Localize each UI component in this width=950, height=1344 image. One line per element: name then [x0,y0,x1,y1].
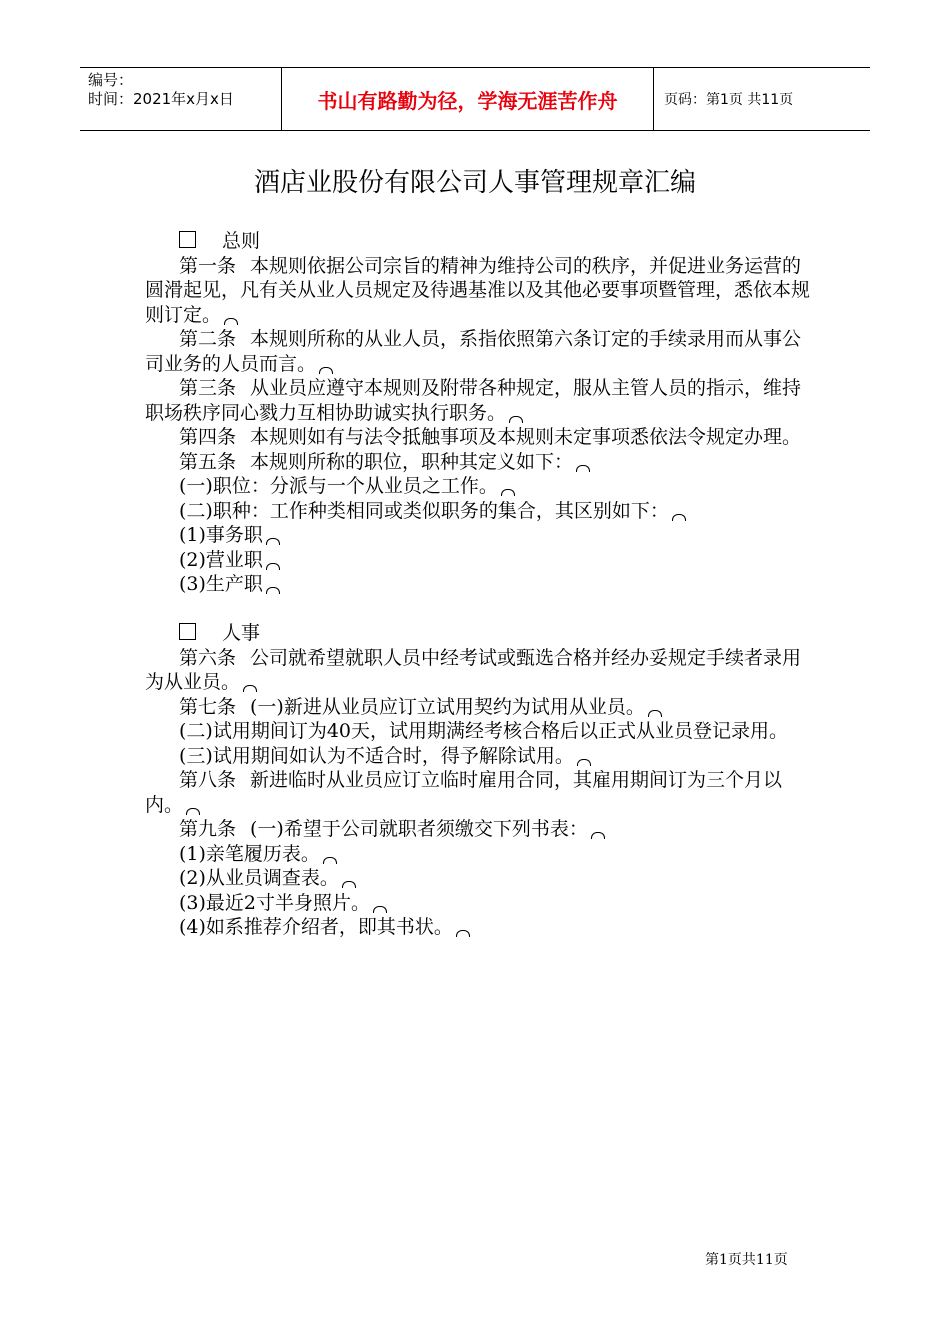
article-7-item-3: (三)试用期间如认为不适合时，得予解除试用。 [145,744,810,769]
paragraph-mark-icon [672,514,686,521]
article-5-item-1: (一)职位：分派与一个从业员之工作。 [145,474,810,499]
paragraph-mark-icon [319,367,333,374]
article-1: 第一条 本规则依据公司宗旨的精神为维持公司的秩序，并促进业务运营的圆滑起见，凡有关从业人员规定及待遇基准以及其他必要事项暨管理，悉依本规则订定。 [145,254,811,326]
paragraph-mark-icon [323,857,337,864]
paragraph-mark-icon [224,318,238,325]
paragraph-mark-icon [577,759,591,766]
paragraph-mark-icon [509,416,523,423]
paragraph-mark-icon [456,930,470,937]
paragraph-mark-icon [243,685,257,692]
paragraph-mark-icon [576,465,590,472]
article-9-sub-1: (1)亲笔履历表。 [145,842,810,867]
page-header [80,67,870,131]
paragraph-mark-icon [648,710,662,717]
article-4: 第四条 本规则如有与法令抵触事项及本规则未定事项悉依法令规定办理。 [179,426,802,448]
motto-text: 书山有路勤为径，学海无涯苦作舟 [317,88,618,113]
page-info-text: 页码：第1页 共11页 [664,92,794,108]
paragraph-mark-icon [342,881,356,888]
paragraph-mark-icon [501,489,515,496]
document-body [145,229,810,940]
section-gap [145,597,810,622]
article-9-sub-3: (3)最近2寸半身照片。 [145,891,810,916]
header-motto [282,68,654,130]
article-5-sub-3: (3)生产职 [145,572,810,597]
article-7: 第七条 (一)新进从业员应订立试用契约为试用从业员。 [145,695,810,720]
article-5-sub-1: (1)事务职 [145,523,810,548]
article-5-item-2: (二)职种：工作种类相同或类似职务的集合，其区别如下： [145,499,810,524]
section-heading-personnel: 人事 [145,621,810,646]
page-footer: 第1页共11页 [705,1252,788,1268]
paragraph-mark-icon [373,906,387,913]
article-9-sub-4: (4)如系推荐介绍者，即其书状。 [145,915,810,940]
article-3: 第三条 从业员应遵守本规则及附带各种规定，服从主管人员的指示，维持职场秩序同心戮力互相协助诚实执行职务。 [145,377,802,424]
checkbox-square-icon [179,231,196,248]
article-5: 第五条 本规则所称的职位，职种其定义如下： [145,450,810,475]
header-page-info [654,68,870,130]
article-6: 第六条 公司就希望就职人员中经考试或甄选合格并经办妥规定手续者录用为从业员。 [145,646,802,693]
paragraph-mark-icon [591,832,605,839]
article-9: 第九条 (一)希望于公司就职者须缴交下列书表： [145,817,810,842]
document-time: 时间：2021年x月x日 [88,90,234,108]
article-5-sub-2: (2)营业职 [145,548,810,573]
paragraph-mark-icon [266,538,280,545]
article-9-sub-2: (2)从业员调查表。 [145,866,810,891]
document-number-label: 编号： [88,71,134,89]
article-8: 第八条 新进临时从业员应订立临时雇用合同，其雇用期间订为三个月以内。 [145,769,783,816]
paragraph-mark-icon [266,563,280,570]
header-meta [80,68,282,130]
article-7-item-2: (二)试用期间订为40天，试用期满经考核合格后以正式从业员登记录用。 [179,720,789,742]
checkbox-square-icon [179,623,196,640]
article-2: 第二条 本规则所称的从业人员，系指依照第六条订定的手续录用而从事公司业务的人员而言。 [145,328,802,375]
section-heading-general: 总则 [145,229,810,254]
document-title: 酒店业股份有限公司人事管理规章汇编 [253,168,696,198]
paragraph-mark-icon [186,808,200,815]
paragraph-mark-icon [266,587,280,594]
